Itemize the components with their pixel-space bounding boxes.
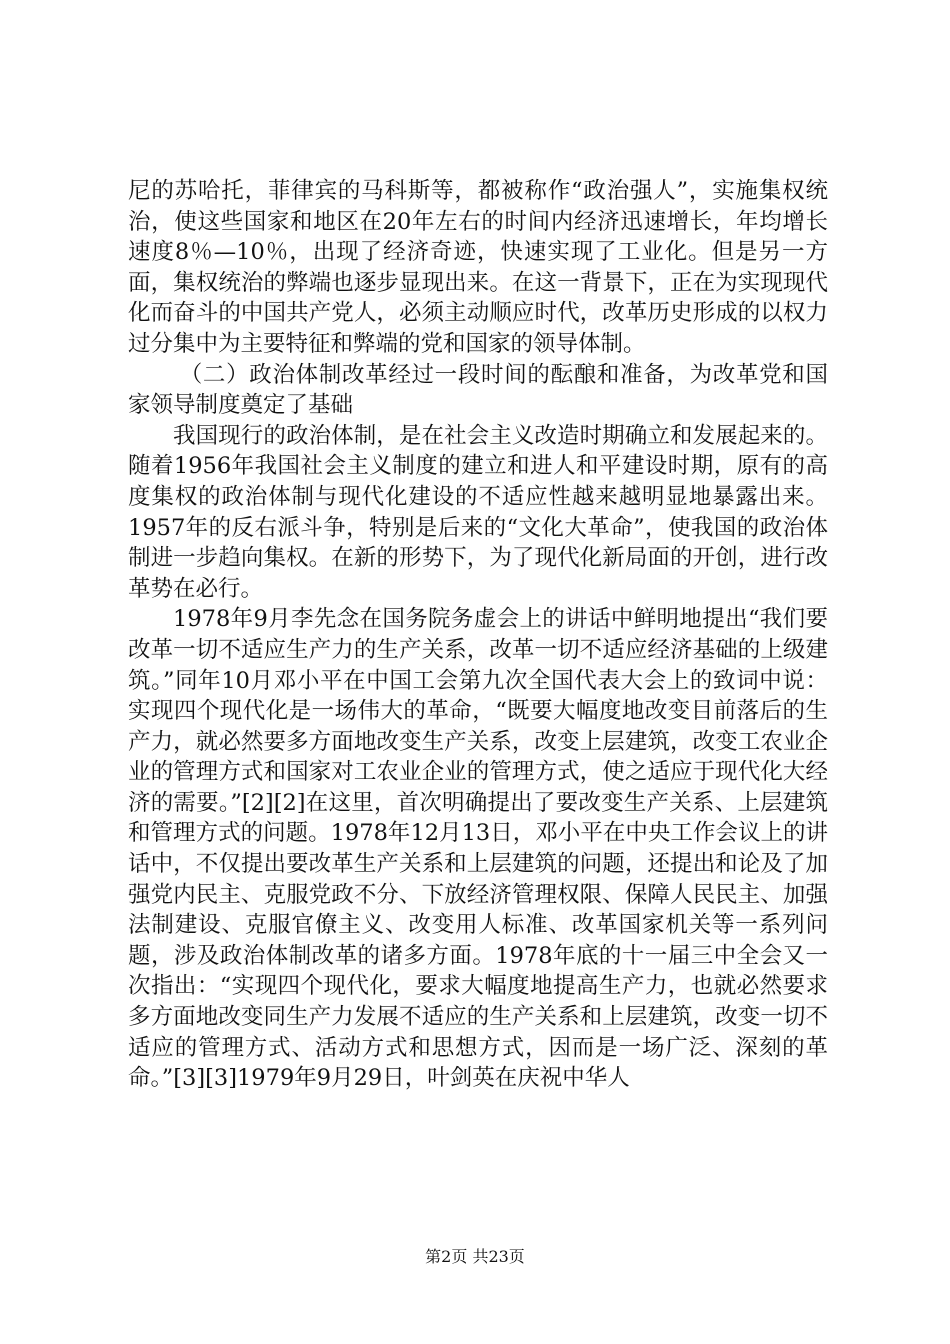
paragraph-1978-reform: 1978年9月李先念在国务院务虚会上的讲话中鲜明地提出“我们要改革一切不适应生产力的生产关系，改革一切不适应经济基础的上级建筑。”同年10月邓小平在中国工会第九次全国代表大会上的致词中说：实现四个现代化是一场伟大的革命，“既要大幅度地改变目前落后的生产力，就必然要多方面地改变生产关系，改变上层建筑，改变工农业企业的管理方式和国家对工农业企业的管理方式，使之适应于现代化大经济的需要。”[2][2]在这里，首次明确提出了要改变生产关系、上层建筑和管理方式的问题。1978年12月13日，邓小平在中央工作会议上的讲话中，不仅提出要改革生产关系和上层建筑的问题，还提出和论及了加强党内民主、克服党政不分、下放经济管理权限、保障人民民主、加强法制建设、克服官僚主义、改变用人标准、改革国家机关等一系列问题，涉及政治体制改革的诸多方面。1978年底的十一届三中全会又一次指出：“实现四个现代化，要求大幅度地提高生产力，也就必然要求多方面地改变同生产力发展不适应的生产关系和上层建筑，改变一切不适应的管理方式、活动方式和思想方式，因而是一场广泛、深刻的革命。”[3][3]1979年9月29日，叶剑英在庆祝中华人 [128, 606, 828, 1092]
paragraph-continuation: 尼的苏哈托，菲律宾的马科斯等，都被称作“政治强人”，实施集权统治，使这些国家和地区在20年左右的时间内经济迅速增长，年均增长速度8％—10％，出现了经济奇迹，快速实现了工业化。但是另一方面，集权统治的弊端也逐步显现出来。在这一背景下，正在为实现现代化而奋斗的中国共产党人，必须主动顺应时代，改革历史形成的以权力过分集中为主要特征和弊端的党和国家的领导体制。 [128, 178, 828, 357]
page-number-footer: 第2页 共23页 [425, 1247, 525, 1266]
body-text [128, 176, 828, 1094]
paragraph-political-system: 我国现行的政治体制，是在社会主义改造时期确立和发展起来的。随着1956年我国社会主义制度的建立和进人和平建设时期，原有的高度集权的政治体制与现代化建设的不适应性越来越明显地暴露出来。1957年的反右派斗争，特别是后来的“文化大革命”，使我国的政治体制进一步趋向集权。在新的形势下，为了现代化新局面的开创，进行改革势在必行。 [128, 422, 828, 602]
section-heading: （二）政治体制改革经过一段时间的酝酿和准备，为改革党和国家领导制度奠定了基础 [128, 361, 828, 419]
